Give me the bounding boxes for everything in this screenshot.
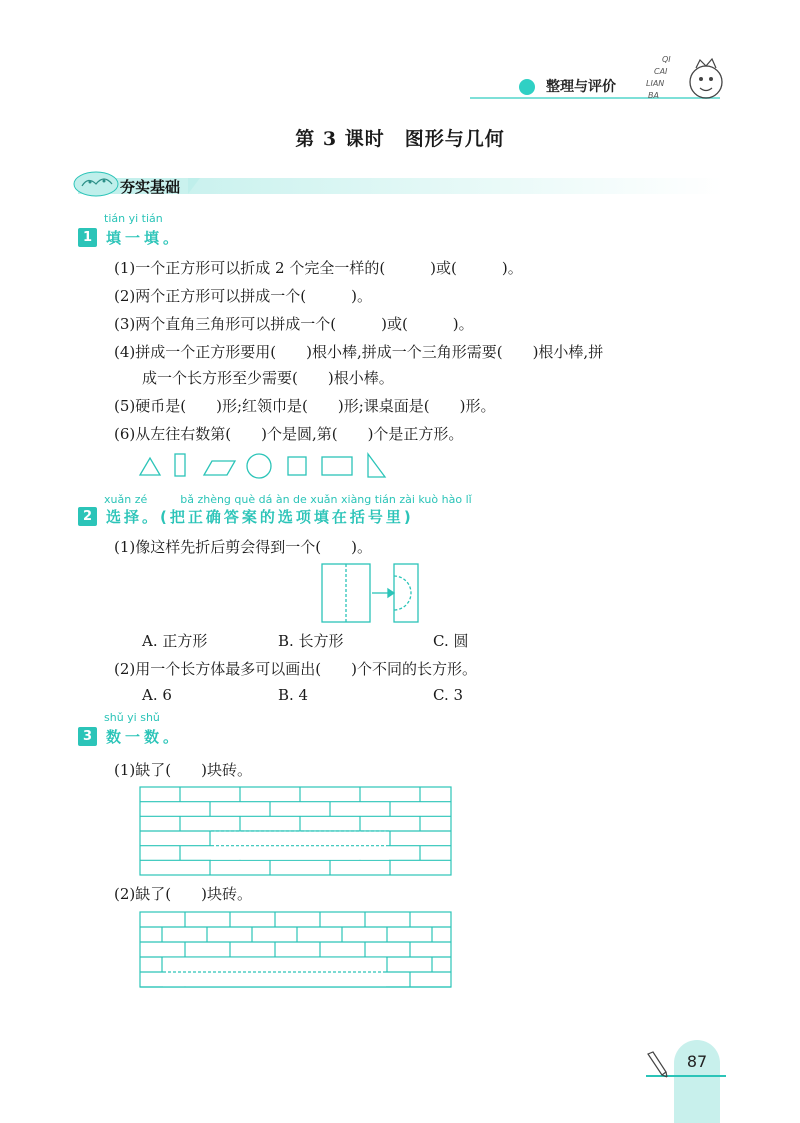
section-banner-tab (188, 178, 200, 194)
q2-sub2-option-b: B. 4 (278, 686, 309, 704)
right-triangle-shape (368, 454, 385, 477)
brick-wall-2 (138, 910, 454, 990)
q2-sub1-text: (1)像这样先折后剪会得到一个( )。 (114, 538, 372, 556)
section-banner-label: 夯实基础 (120, 178, 181, 196)
brick-wall-1 (138, 785, 454, 879)
q1-item-4-cont: 成一个长方形至少需要( )根小棒。 (142, 369, 394, 387)
banner-doodle-icon (72, 168, 120, 198)
shapes-row (132, 448, 392, 484)
square-shape (288, 457, 306, 475)
page-number: 87 (686, 1052, 708, 1071)
q1-item-6: (6)从左往右数第( )个是圆,第( )个是正方形。 (114, 425, 464, 443)
q2-sub2-option-c: C. 3 (433, 686, 464, 704)
fold-cut-diagram (318, 562, 428, 626)
triangle-shape (140, 458, 160, 475)
q1-item-2: (2)两个正方形可以拼成一个( )。 (114, 287, 372, 305)
svg-text:CAI: CAI (654, 67, 668, 76)
q2-sub2-text: (2)用一个长方体最多可以画出( )个不同的长方形。 (114, 660, 477, 678)
narrow-rectangle-shape (175, 454, 185, 476)
q2-pinyin: xuǎn zé bǎ zhèng què dá àn de xuǎn xiàng tián zài kuò hào lǐ (104, 493, 472, 506)
q1-number: 1 (78, 228, 97, 247)
q1-title: 填一填。 (106, 229, 183, 247)
svg-text:BA: BA (648, 91, 659, 100)
q1-pinyin: tián yi tián (104, 212, 163, 225)
header-logo (640, 48, 730, 108)
pencil-icon (644, 1050, 670, 1078)
q2-sub1-option-b: B. 长方形 (278, 632, 344, 650)
q1-item-1: (1)一个正方形可以折成 2 个完全一样的( )或( )。 (114, 259, 523, 277)
svg-text:QI: QI (662, 55, 671, 64)
q2-sub1-option-a: A. 正方形 (142, 632, 208, 650)
q3-number: 3 (78, 727, 97, 746)
paper-folded (394, 564, 418, 622)
q1-item-3: (3)两个直角三角形可以拼成一个( )或( )。 (114, 315, 474, 333)
q1-item-5: (5)硬币是( )形;红领巾是( )形;课桌面是( )形。 (114, 397, 496, 415)
q3-sub1-text: (1)缺了( )块砖。 (114, 761, 252, 779)
q3-pinyin: shǔ yi shǔ (104, 711, 160, 724)
arrow-head-icon (388, 589, 394, 597)
q2-sub1-option-c: C. 圆 (433, 632, 469, 650)
circle-shape (247, 454, 271, 478)
parallelogram-shape (204, 461, 235, 475)
q3-title: 数一数。 (106, 728, 183, 746)
rectangle-shape (322, 457, 352, 475)
q2-title: 选择。(把正确答案的选项填在括号里) (106, 508, 414, 526)
paper-unfolded (322, 564, 370, 622)
svg-text:LIAN: LIAN (646, 79, 665, 88)
header-dot (519, 79, 535, 95)
header-section-title: 整理与评价 (546, 79, 616, 95)
q3-sub2-text: (2)缺了( )块砖。 (114, 885, 252, 903)
lesson-title: 第 3 课时 图形与几何 (295, 128, 505, 150)
q2-number: 2 (78, 507, 97, 526)
q2-sub2-option-a: A. 6 (142, 686, 172, 704)
cut-arc (394, 576, 411, 610)
q1-item-4: (4)拼成一个正方形要用( )根小棒,拼成一个三角形需要( )根小棒,拼 (114, 343, 604, 361)
